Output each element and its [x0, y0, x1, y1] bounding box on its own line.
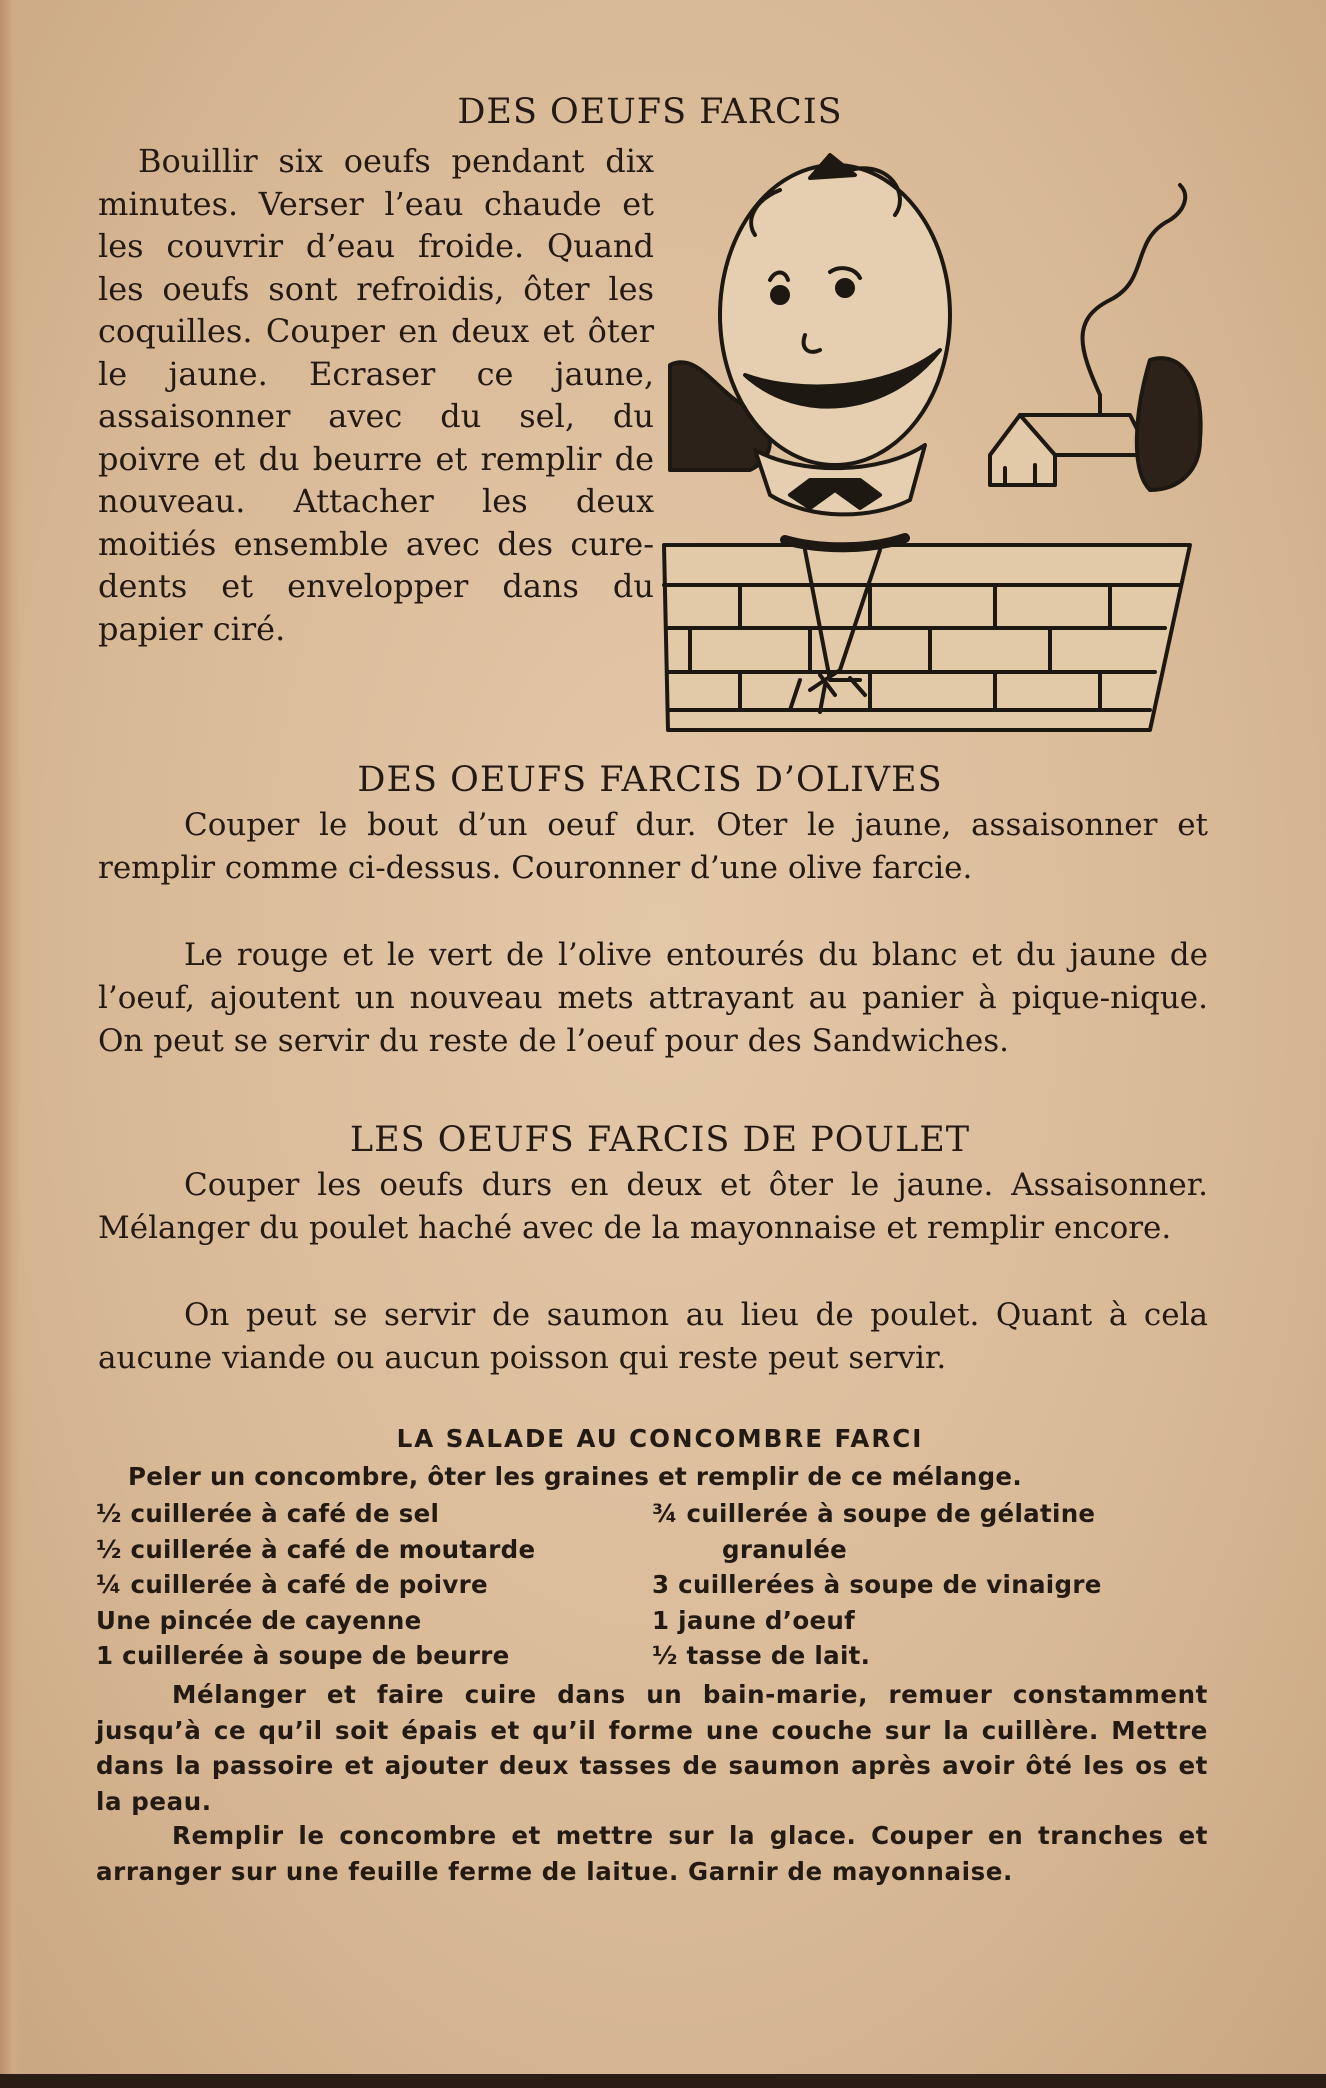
ingredients-left	[96, 1496, 656, 1674]
section-text-poulet-1: Couper les oeufs durs en deux et ôter le jaune. Assaisonner. Mélanger du poulet haché avec de la mayonnaise et remplir encore.	[98, 1167, 1208, 1246]
salad-method-1: Mélanger et faire cuire dans un bain-marie, remuer constamment jusqu’à ce qu’il soit épais et qu’il forme une couche sur la cuillère. Mettre dans la passoire et ajouter deux tasses de saumon après avoir ôté les os et la peau.	[96, 1680, 1208, 1816]
ingredient: 1 jaune d’oeuf	[652, 1605, 856, 1635]
salad-title: LA SALADE AU CONCOMBRE FARCI	[396, 1424, 924, 1453]
page-binding-edge	[0, 0, 22, 2088]
section-title-oeufs-farcis: DES OEUFS FARCIS	[457, 92, 843, 132]
ingredient: ¼ cuillerée à café de poivre	[96, 1570, 488, 1599]
ingredient: granulée	[722, 1534, 848, 1564]
section-title-oeufs-farcis-olives: DES OEUFS FARCIS D’OLIVES	[357, 760, 943, 800]
section-title-oeufs-farcis-poulet: LES OEUFS FARCIS DE POULET	[349, 1120, 971, 1160]
ingredient: ½ cuillerée à café de sel	[96, 1499, 440, 1528]
ingredient: 3 cuillerées à soupe de vinaigre	[652, 1570, 1102, 1599]
salad-method-2: Remplir le concombre et mettre sur la glace. Couper en tranches et arranger sur une feuille ferme de laitue. Garnir de mayonnaise.	[96, 1821, 1208, 1886]
hedge-right	[1137, 358, 1201, 490]
ingredient: ½ tasse de lait.	[652, 1641, 871, 1670]
house	[990, 415, 1055, 485]
section-text-oeufs-farcis: Bouillir six oeufs pendant dix minutes. Verser l’eau chaude et les couvrir d’eau froide. Quand les oeufs sont refroidis, ôter les coquilles. Couper en deux et ôter le jaune. Ecraser ce jaune, assaisonner avec du sel, du poivre et du beurre et remplir de nouveau. Attacher les deux moitiés ensemble avec des cure-dents et envelopper dans du papier ciré.	[98, 142, 654, 648]
salad-intro: Peler un concombre, ôter les graines et remplir de ce mélange.	[128, 1462, 1022, 1491]
ingredient: ¾ cuillerée à soupe de gélatine	[652, 1499, 1096, 1528]
page-bottom-edge	[0, 2074, 1326, 2088]
section-text-olives-1: Couper le bout d’un oeuf dur. Oter le jaune, assaisonner et remplir comme ci-dessus. Couronner d’une olive farcie.	[98, 807, 1208, 886]
brick-wall	[664, 545, 1190, 730]
ingredient: Une pincée de cayenne	[96, 1605, 422, 1635]
ingredient: 1 cuillerée à soupe de beurre	[96, 1641, 510, 1670]
humpty-dumpty-illustration	[660, 150, 1205, 735]
section-text-poulet-2: On peut se servir de saumon au lieu de poulet. Quant à cela aucune viande ou aucun poisson qui reste peut servir.	[98, 1297, 1208, 1376]
ingredients-right	[652, 1496, 1232, 1674]
section-text-olives-2: Le rouge et le vert de l’olive entourés du blanc et du jaune de l’oeuf, ajoutent un nouveau mets attrayant au panier à pique-nique. On peut se servir du reste de l’oeuf pour des Sandwiches.	[98, 937, 1208, 1059]
ingredient: ½ cuillerée à café de moutarde	[96, 1534, 536, 1564]
